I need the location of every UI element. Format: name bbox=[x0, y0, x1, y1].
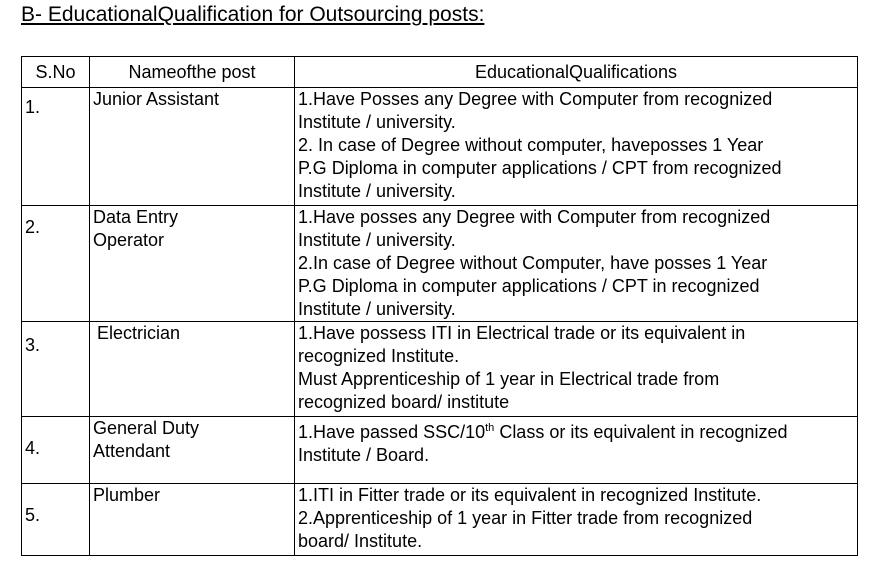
qualifications-table bbox=[21, 56, 858, 556]
qualification-line: Institute / university. bbox=[298, 299, 456, 319]
qualifications-cell bbox=[295, 322, 858, 417]
post-name-cell bbox=[90, 484, 295, 556]
post-name-line: General Duty bbox=[93, 418, 200, 438]
qualification-line: P.G Diploma in computer applications / CPT in recognized bbox=[298, 276, 760, 296]
qualification-line: 1.Have posses any Degree with Computer from recognized bbox=[298, 207, 771, 227]
post-name-line: Operator bbox=[93, 230, 165, 250]
qualification-line: recognized board/ institute bbox=[298, 392, 510, 412]
qualification-line: 1.Have possess ITI in Electrical trade or its equivalent in bbox=[298, 323, 746, 343]
qualification-line: P.G Diploma in computer applications / CPT from recognized bbox=[298, 158, 782, 178]
sno-cell bbox=[22, 417, 90, 484]
table-row bbox=[22, 322, 858, 417]
qualification-line: 2.Apprenticeship of 1 year in Fitter trade from recognized bbox=[298, 508, 753, 528]
table-row bbox=[22, 88, 858, 206]
qualification-line: recognized Institute. bbox=[298, 346, 460, 366]
ordinal-suffix: th bbox=[485, 422, 495, 434]
header-sno: S.No bbox=[22, 57, 90, 88]
post-name-cell bbox=[90, 322, 295, 417]
header-post-name: Nameofthe post bbox=[90, 57, 295, 88]
sno-text: 5. bbox=[25, 505, 41, 525]
qualifications-cell bbox=[295, 88, 858, 206]
sno-cell bbox=[22, 88, 90, 206]
post-name-line: Electrician bbox=[97, 323, 181, 343]
post-name-line: Attendant bbox=[93, 441, 171, 461]
qualification-line: board/ Institute. bbox=[298, 531, 423, 551]
page-title: B- EducationalQualification for Outsourcing posts: bbox=[21, 3, 485, 26]
qualifications-cell bbox=[295, 206, 858, 322]
sno-cell bbox=[22, 206, 90, 322]
table-row bbox=[22, 484, 858, 556]
qualifications-cell bbox=[295, 484, 858, 556]
post-name-line: Junior Assistant bbox=[93, 89, 220, 109]
qualification-line: 2. In case of Degree without computer, haveposses 1 Year bbox=[298, 135, 764, 155]
qualification-line: Institute / university. bbox=[298, 112, 456, 132]
sno-text: 1. bbox=[25, 97, 41, 117]
sno-text: 3. bbox=[25, 335, 41, 355]
post-name-cell bbox=[90, 88, 295, 206]
sno-cell bbox=[22, 322, 90, 417]
qualifications-cell bbox=[295, 417, 858, 484]
qualification-line: Institute / university. bbox=[298, 230, 456, 250]
post-name-line: Plumber bbox=[93, 485, 161, 505]
table-header-row bbox=[22, 57, 858, 88]
post-name-line: Data Entry bbox=[93, 207, 179, 227]
qualification-line: 1.ITI in Fitter trade or its equivalent in recognized Institute. bbox=[298, 485, 762, 505]
qualification-line: 1.Have Posses any Degree with Computer from recognized bbox=[298, 89, 773, 109]
qualification-line: Institute / Board. bbox=[298, 445, 430, 465]
qualification-line: 1.Have passed SSC/10th Class or its equivalent in recognized bbox=[298, 422, 788, 442]
sno-cell bbox=[22, 484, 90, 556]
table-row bbox=[22, 206, 858, 322]
qualification-line: Institute / university. bbox=[298, 181, 456, 201]
qualification-line: Must Apprenticeship of 1 year in Electrical trade from bbox=[298, 369, 720, 389]
table-row bbox=[22, 417, 858, 484]
post-name-cell bbox=[90, 417, 295, 484]
qualification-line: 2.In case of Degree without Computer, have posses 1 Year bbox=[298, 253, 768, 273]
sno-text: 2. bbox=[25, 217, 41, 237]
header-qualifications: EducationalQualifications bbox=[295, 57, 858, 88]
post-name-cell bbox=[90, 206, 295, 322]
sno-text: 4. bbox=[25, 438, 41, 458]
